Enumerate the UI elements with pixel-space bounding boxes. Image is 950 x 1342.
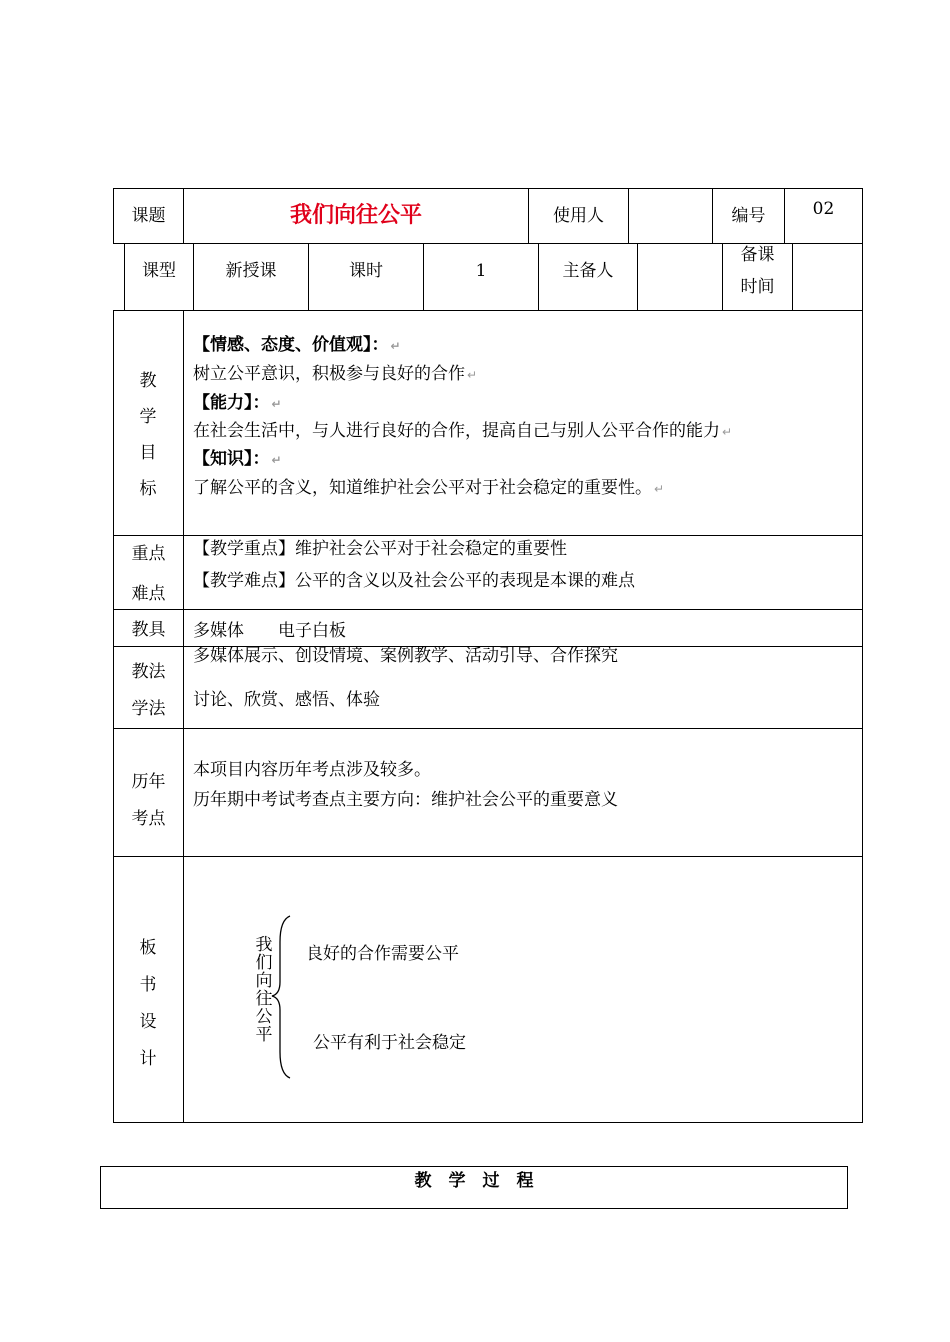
prep-time-label-2: 时间 — [740, 277, 775, 297]
topic-label: 课题 — [131, 206, 166, 226]
type-label: 课型 — [142, 261, 176, 281]
prep-time-label-1: 备课 — [740, 245, 775, 265]
number-value: 02 — [812, 199, 835, 219]
brace-icon — [270, 912, 296, 1080]
prep-time-value-cell — [792, 243, 863, 311]
process-title: 教 学 过 程 — [414, 1171, 534, 1191]
board-branch-2: 公平有利于社会稳定 — [313, 1033, 466, 1053]
lesson-title: 我们向往公平 — [289, 203, 422, 228]
exam-label-1: 历年 — [131, 772, 166, 792]
goals-line: 【知识】： ↵ — [193, 449, 282, 469]
goals-line: 【能力】： ↵ — [193, 393, 282, 413]
difficult-point-line: 【教学难点】公平的含义以及社会公平的表现是本课的难点 — [193, 571, 635, 591]
user-label: 使用人 — [553, 206, 604, 226]
board-label: 板 书 设 计 — [139, 938, 157, 1069]
number-label: 编号 — [731, 206, 766, 226]
key-point-line: 【教学重点】维护社会公平对于社会稳定的重要性 — [193, 539, 567, 559]
methods-line: 讨论、欣赏、感悟、体验 — [193, 690, 380, 710]
type-value: 新授课 — [225, 261, 277, 281]
goals-label: 教 学 目 标 — [139, 371, 157, 499]
tools-label: 教具 — [131, 620, 166, 640]
goals-line: 在社会生活中，与人进行良好的合作，提高自己与别人公平合作的能力 ↵ — [193, 421, 733, 441]
methods-label-2: 学法 — [131, 699, 166, 719]
methods-label-1: 教法 — [131, 662, 166, 682]
exam-label-2: 考点 — [131, 809, 166, 829]
hours-value: 1 — [475, 261, 487, 281]
key-points-label-1: 重点 — [131, 544, 166, 564]
preparer-value-cell — [637, 243, 723, 311]
board-title: 我 们 向 往 公 平 — [255, 935, 273, 1045]
goals-line: 【情感、态度、价值观】： ↵ — [193, 335, 401, 355]
goals-line: 树立公平意识，积极参与良好的合作 ↵ — [193, 364, 478, 384]
goals-line: 了解公平的含义，知道维护社会公平对于社会稳定的重要性。 ↵ — [193, 478, 665, 498]
key-points-label-2: 难点 — [131, 584, 166, 604]
hours-label: 课时 — [349, 261, 383, 281]
board-branch-1: 良好的合作需要公平 — [306, 944, 459, 964]
tools-value: 多媒体 电子白板 — [193, 621, 346, 641]
user-value-cell — [628, 188, 713, 244]
exam-line: 本项目内容历年考点涉及较多。 — [193, 760, 431, 780]
preparer-label: 主备人 — [562, 261, 614, 281]
methods-line: 多媒体展示、创设情境、案例教学、活动引导、合作探究 — [193, 646, 618, 666]
exam-line: 历年期中考试考查点主要方向：维护社会公平的重要意义 — [193, 790, 618, 810]
exam-label-cell — [113, 728, 184, 857]
